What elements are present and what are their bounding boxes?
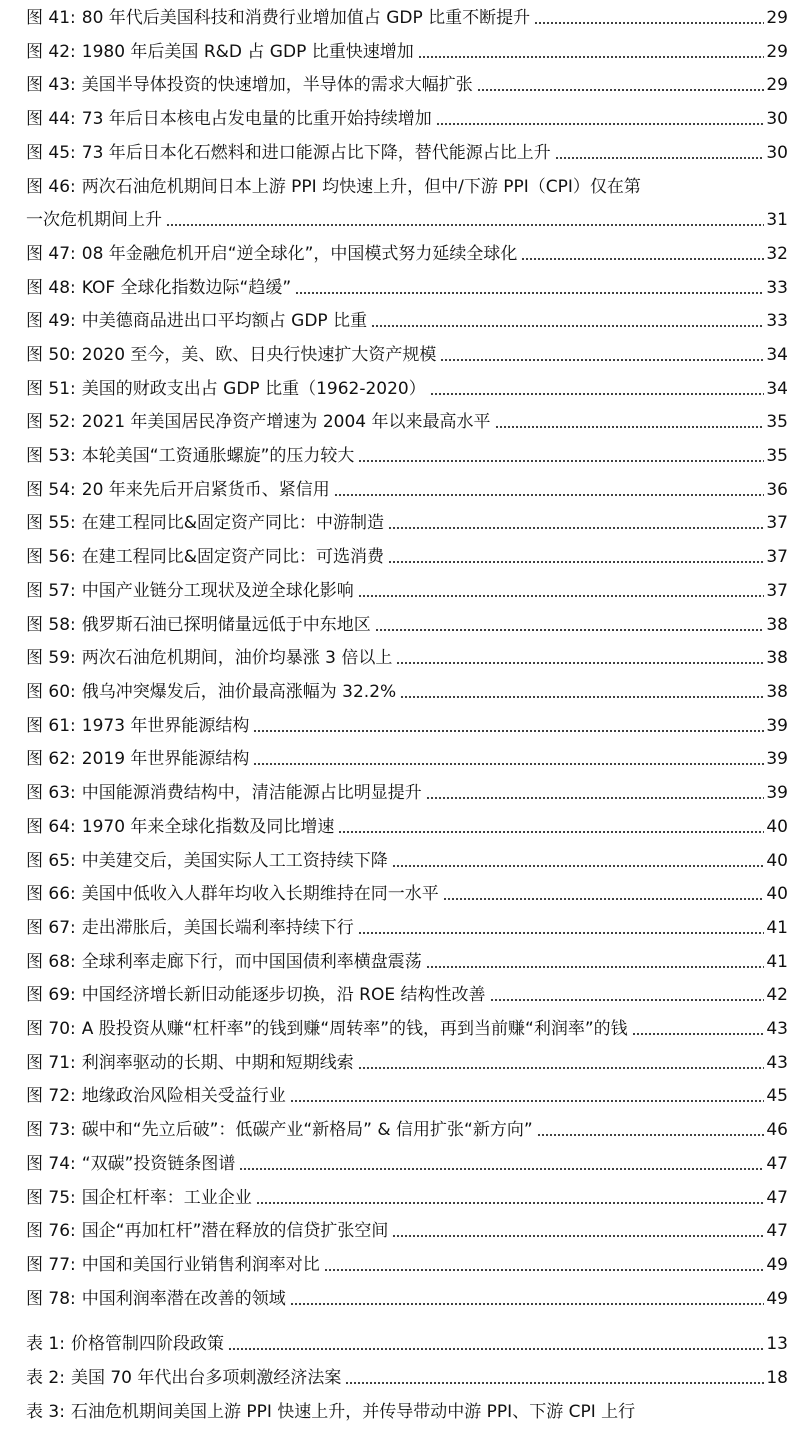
- dot-leader: [430, 393, 765, 395]
- entry-title: 中国和美国行业销售利润率对比: [81, 1255, 320, 1275]
- entry-label: 图 46:: [26, 177, 76, 197]
- entry-page-number: 49: [766, 1255, 788, 1275]
- entry-title: 中国经济增长新旧动能逐步切换，沿 ROE 结构性改善: [81, 985, 486, 1005]
- entry-title: 走出滞胀后，美国长端利率持续下行: [81, 918, 354, 938]
- entry-label: 图 67:: [26, 918, 76, 938]
- dot-leader: [253, 763, 764, 765]
- entry-label: 图 48:: [26, 278, 76, 298]
- entry-title: 2019 年世界能源结构: [81, 749, 250, 769]
- entry-page-number: 45: [766, 1086, 788, 1106]
- entry-label: 图 41:: [26, 8, 76, 28]
- toc-entry-figure[interactable]: [26, 545, 788, 569]
- entry-title: 俄乌冲突爆发后，油价最高涨幅为 32.2%: [81, 682, 397, 702]
- entry-label: 图 72:: [26, 1086, 76, 1106]
- dot-leader: [426, 966, 765, 968]
- toc-entry-figure[interactable]: [26, 6, 788, 30]
- entry-page-number: 35: [766, 412, 788, 432]
- toc-entry-continuation[interactable]: [26, 208, 788, 232]
- entry-page-number: 39: [766, 749, 788, 769]
- entry-page-number: 40: [766, 884, 788, 904]
- dot-leader: [358, 1067, 765, 1069]
- entry-title: 2021 年美国居民净资产增速为 2004 年以来最高水平: [81, 412, 491, 432]
- entry-title: 国企杠杆率：工业企业: [81, 1188, 252, 1208]
- entry-page-number: 46: [766, 1120, 788, 1140]
- toc-entry-figure[interactable]: [26, 175, 788, 199]
- entry-title: 中国产业链分工现状及逆全球化影响: [81, 581, 354, 601]
- toc-entry-figure[interactable]: [26, 141, 788, 165]
- entry-title: 中美德商品进出口平均额占 GDP 比重: [81, 311, 368, 331]
- entry-title: 80 年代后美国科技和消费行业增加值占 GDP 比重不断提升: [81, 8, 531, 28]
- toc-entry-figure[interactable]: [26, 646, 788, 670]
- entry-title: 两次石油危机期间，油价均暴涨 3 倍以上: [81, 648, 393, 668]
- entry-title: 在建工程同比&固定资产同比：可选消费: [81, 547, 385, 567]
- entry-page-number: 35: [766, 446, 788, 466]
- toc-entry-figure[interactable]: [26, 1084, 788, 1108]
- toc-entry-figure[interactable]: [26, 410, 788, 434]
- entry-title: 石油危机期间美国上游 PPI 快速上升，并传导带动中游 PPI、下游 CPI 上行: [70, 1402, 636, 1422]
- dot-leader: [239, 1168, 764, 1170]
- entry-label: 图 76:: [26, 1221, 76, 1241]
- toc-entry-figure[interactable]: [26, 1017, 788, 1041]
- toc-entry-figure[interactable]: [26, 916, 788, 940]
- entry-title: 美国的财政支出占 GDP 比重（1962-2020）: [81, 379, 426, 399]
- entry-label: 图 47:: [26, 244, 76, 264]
- toc-entry-figure[interactable]: [26, 950, 788, 974]
- toc-entry-figure[interactable]: [26, 511, 788, 535]
- entry-label: 图 42:: [26, 42, 76, 62]
- entry-label: 图 61:: [26, 716, 76, 736]
- dot-leader: [253, 730, 764, 732]
- entry-title: 1970 年来全球化指数及同比增速: [81, 817, 335, 837]
- entry-label: 图 60:: [26, 682, 76, 702]
- entry-label: 图 55:: [26, 513, 76, 533]
- dot-leader: [324, 1269, 765, 1271]
- entry-label: 图 57:: [26, 581, 76, 601]
- dot-leader: [477, 89, 765, 91]
- entry-title: 中国能源消费结构中，清洁能源占比明显提升: [81, 783, 422, 803]
- toc-entry-figure[interactable]: [26, 714, 788, 738]
- entry-label: 图 58:: [26, 615, 76, 635]
- toc-entry-figure[interactable]: [26, 1287, 788, 1311]
- entry-title: 08 年金融危机开启“逆全球化”，中国模式努力延续全球化: [81, 244, 518, 264]
- entry-label: 图 52:: [26, 412, 76, 432]
- dot-leader: [400, 696, 764, 698]
- toc-entry-figure[interactable]: [26, 276, 788, 300]
- entry-page-number: 37: [766, 581, 788, 601]
- dot-leader: [443, 898, 765, 900]
- toc-entry-figure[interactable]: [26, 40, 788, 64]
- entry-page-number: 30: [766, 143, 788, 163]
- entry-page-number: 47: [766, 1188, 788, 1208]
- entry-page-number: 37: [766, 513, 788, 533]
- toc-entry-figure[interactable]: [26, 478, 788, 502]
- toc-entry-figure[interactable]: [26, 613, 788, 637]
- entry-title: KOF 全球化指数边际“趋缓”: [81, 278, 292, 298]
- toc-entry-figure[interactable]: [26, 377, 788, 401]
- dot-leader: [388, 527, 764, 529]
- entry-title: 中国利润率潜在改善的领域: [81, 1289, 286, 1309]
- entry-page-number: 34: [766, 345, 788, 365]
- dot-leader: [358, 595, 765, 597]
- dot-leader: [440, 359, 764, 361]
- entry-page-number: 38: [766, 682, 788, 702]
- toc-entry-figure[interactable]: [26, 444, 788, 468]
- dot-leader: [358, 460, 764, 462]
- entry-title: 利润率驱动的长期、中期和短期线索: [81, 1053, 354, 1073]
- entry-title: 2020 至今，美、欧、日央行快速扩大资产规模: [81, 345, 437, 365]
- toc-entry-figure[interactable]: [26, 242, 788, 266]
- dot-leader: [396, 662, 764, 664]
- entry-title: 美国中低收入人群年均收入长期维持在同一水平: [81, 884, 439, 904]
- dot-leader: [290, 1100, 765, 1102]
- dot-leader: [426, 797, 765, 799]
- toc-entry-figure[interactable]: [26, 107, 788, 131]
- toc-entry-figure[interactable]: [26, 73, 788, 97]
- entry-page-number: 38: [766, 648, 788, 668]
- entry-title: 全球利率走廊下行，而中国国债利率横盘震荡: [81, 952, 422, 972]
- toc-entry-figure[interactable]: [26, 1219, 788, 1243]
- dot-leader: [290, 1303, 765, 1305]
- entry-page-number: 34: [766, 379, 788, 399]
- entry-label: 图 62:: [26, 749, 76, 769]
- dot-leader: [358, 932, 765, 934]
- dot-leader: [418, 56, 765, 58]
- dot-leader: [295, 292, 764, 294]
- toc-entry-figure[interactable]: [26, 680, 788, 704]
- toc-entry-figure[interactable]: [26, 747, 788, 771]
- dot-leader: [375, 629, 765, 631]
- toc-entry-figure[interactable]: [26, 1186, 788, 1210]
- entry-title: 两次石油危机期间日本上游 PPI 均快速上升，但中/下游 PPI（CPI）仅在第: [81, 177, 641, 197]
- entry-page-number: 33: [766, 311, 788, 331]
- entry-title: A 股投资从赚“杠杆率”的钱到赚“周转率”的钱，再到当前赚“利润率”的钱: [81, 1019, 628, 1039]
- entry-page-number: 47: [766, 1221, 788, 1241]
- toc-entry-table[interactable]: [26, 1400, 788, 1424]
- entry-page-number: 33: [766, 278, 788, 298]
- entry-page-number: 43: [766, 1053, 788, 1073]
- entry-title: 中美建交后，美国实际人工工资持续下降: [81, 851, 388, 871]
- dot-leader: [521, 258, 764, 260]
- entry-label: 图 53:: [26, 446, 76, 466]
- toc-entry-figure[interactable]: [26, 343, 788, 367]
- entry-page-number: 49: [766, 1289, 788, 1309]
- entry-page-number: 32: [766, 244, 788, 264]
- dot-leader: [166, 224, 764, 226]
- entry-label: 图 45:: [26, 143, 76, 163]
- entry-title: 美国 70 年代出台多项刺激经济法案: [70, 1368, 342, 1388]
- entry-page-number: 36: [766, 480, 788, 500]
- toc-entry-figure[interactable]: [26, 1118, 788, 1142]
- toc-entry-figure[interactable]: [26, 579, 788, 603]
- toc-entry-figure[interactable]: [26, 309, 788, 333]
- entry-title: 20 年来先后开启紧货币、紧信用: [81, 480, 330, 500]
- entry-title: 73 年后日本化石燃料和进口能源占比下降，替代能源占比上升: [81, 143, 551, 163]
- entry-page-number: 29: [766, 8, 788, 28]
- entry-label: 图 71:: [26, 1053, 76, 1073]
- entry-page-number: 31: [766, 210, 788, 230]
- entry-label: 图 73:: [26, 1120, 76, 1140]
- entry-label: 图 49:: [26, 311, 76, 331]
- entry-page-number: 40: [766, 851, 788, 871]
- toc-entry-table[interactable]: [26, 1366, 788, 1390]
- entry-label: 图 51:: [26, 379, 76, 399]
- entry-label: 图 75:: [26, 1188, 76, 1208]
- entry-label: 图 65:: [26, 851, 76, 871]
- entry-label: 表 2:: [26, 1368, 65, 1388]
- entry-label: 图 64:: [26, 817, 76, 837]
- entry-page-number: 43: [766, 1019, 788, 1039]
- entry-page-number: 13: [766, 1334, 788, 1354]
- entry-page-number: 29: [766, 42, 788, 62]
- entry-label: 图 59:: [26, 648, 76, 668]
- dot-leader: [392, 865, 765, 867]
- entry-label: 图 66:: [26, 884, 76, 904]
- entry-title: 在建工程同比&固定资产同比：中游制造: [81, 513, 385, 533]
- dot-leader: [345, 1382, 764, 1384]
- toc-entry-figure[interactable]: [26, 815, 788, 839]
- entry-label: 图 70:: [26, 1019, 76, 1039]
- entry-label: 图 63:: [26, 783, 76, 803]
- entry-label: 图 77:: [26, 1255, 76, 1275]
- toc-entry-figure[interactable]: [26, 1051, 788, 1075]
- entry-label: 图 44:: [26, 109, 76, 129]
- entry-page-number: 30: [766, 109, 788, 129]
- toc-entry-figure[interactable]: [26, 849, 788, 873]
- entry-title: 美国半导体投资的快速增加，半导体的需求大幅扩张: [81, 75, 473, 95]
- toc-entry-table[interactable]: [26, 1332, 788, 1356]
- entry-label: 图 43:: [26, 75, 76, 95]
- dot-leader: [537, 1134, 765, 1136]
- entry-page-number: 42: [766, 985, 788, 1005]
- entry-title: 1980 年后美国 R&D 占 GDP 比重快速增加: [81, 42, 414, 62]
- entry-page-number: 39: [766, 783, 788, 803]
- dot-leader: [495, 426, 765, 428]
- dot-leader: [534, 22, 764, 24]
- entry-title: “双碳”投资链条图谱: [81, 1154, 236, 1174]
- dot-leader: [632, 1033, 765, 1035]
- dot-leader: [338, 831, 764, 833]
- entry-page-number: 39: [766, 716, 788, 736]
- entry-title: 价格管制四阶段政策: [70, 1334, 224, 1354]
- entry-title: 国企“再加杠杆”潜在释放的信贷扩张空间: [81, 1221, 389, 1241]
- entry-label: 表 1:: [26, 1334, 65, 1354]
- entry-page-number: 41: [766, 918, 788, 938]
- entry-title: 1973 年世界能源结构: [81, 716, 250, 736]
- entry-label: 图 54:: [26, 480, 76, 500]
- entry-title: 碳中和“先立后破”：低碳产业“新格局” & 信用扩张“新方向”: [81, 1120, 533, 1140]
- entry-title-continuation: 一次危机期间上升: [26, 210, 162, 230]
- dot-leader: [388, 561, 764, 563]
- entry-page-number: 29: [766, 75, 788, 95]
- entry-title: 73 年后日本核电占发电量的比重开始持续增加: [81, 109, 432, 129]
- dot-leader: [228, 1348, 764, 1350]
- dot-leader: [392, 1235, 764, 1237]
- entry-title: 本轮美国“工资通胀螺旋”的压力较大: [81, 446, 355, 466]
- entry-label: 图 68:: [26, 952, 76, 972]
- entry-page-number: 41: [766, 952, 788, 972]
- entry-page-number: 40: [766, 817, 788, 837]
- entry-page-number: 47: [766, 1154, 788, 1174]
- toc-entry-figure[interactable]: [26, 983, 788, 1007]
- entry-title: 俄罗斯石油已探明储量远低于中东地区: [81, 615, 371, 635]
- entry-label: 图 50:: [26, 345, 76, 365]
- entry-label: 表 3:: [26, 1402, 65, 1422]
- entry-page-number: 37: [766, 547, 788, 567]
- toc-entry-figure[interactable]: [26, 781, 788, 805]
- toc-entry-figure[interactable]: [26, 882, 788, 906]
- dot-leader: [436, 123, 765, 125]
- entry-label: 图 78:: [26, 1289, 76, 1309]
- dot-leader: [371, 325, 764, 327]
- toc-entry-figure[interactable]: [26, 1152, 788, 1176]
- dot-leader: [334, 494, 765, 496]
- entry-label: 图 56:: [26, 547, 76, 567]
- entry-page-number: 18: [766, 1368, 788, 1388]
- entry-title: 地缘政治风险相关受益行业: [81, 1086, 286, 1106]
- dot-leader: [256, 1202, 765, 1204]
- entry-page-number: 38: [766, 615, 788, 635]
- entry-label: 图 69:: [26, 985, 76, 1005]
- entry-label: 图 74:: [26, 1154, 76, 1174]
- dot-leader: [490, 999, 765, 1001]
- dot-leader: [555, 157, 765, 159]
- toc-entry-figure[interactable]: [26, 1253, 788, 1277]
